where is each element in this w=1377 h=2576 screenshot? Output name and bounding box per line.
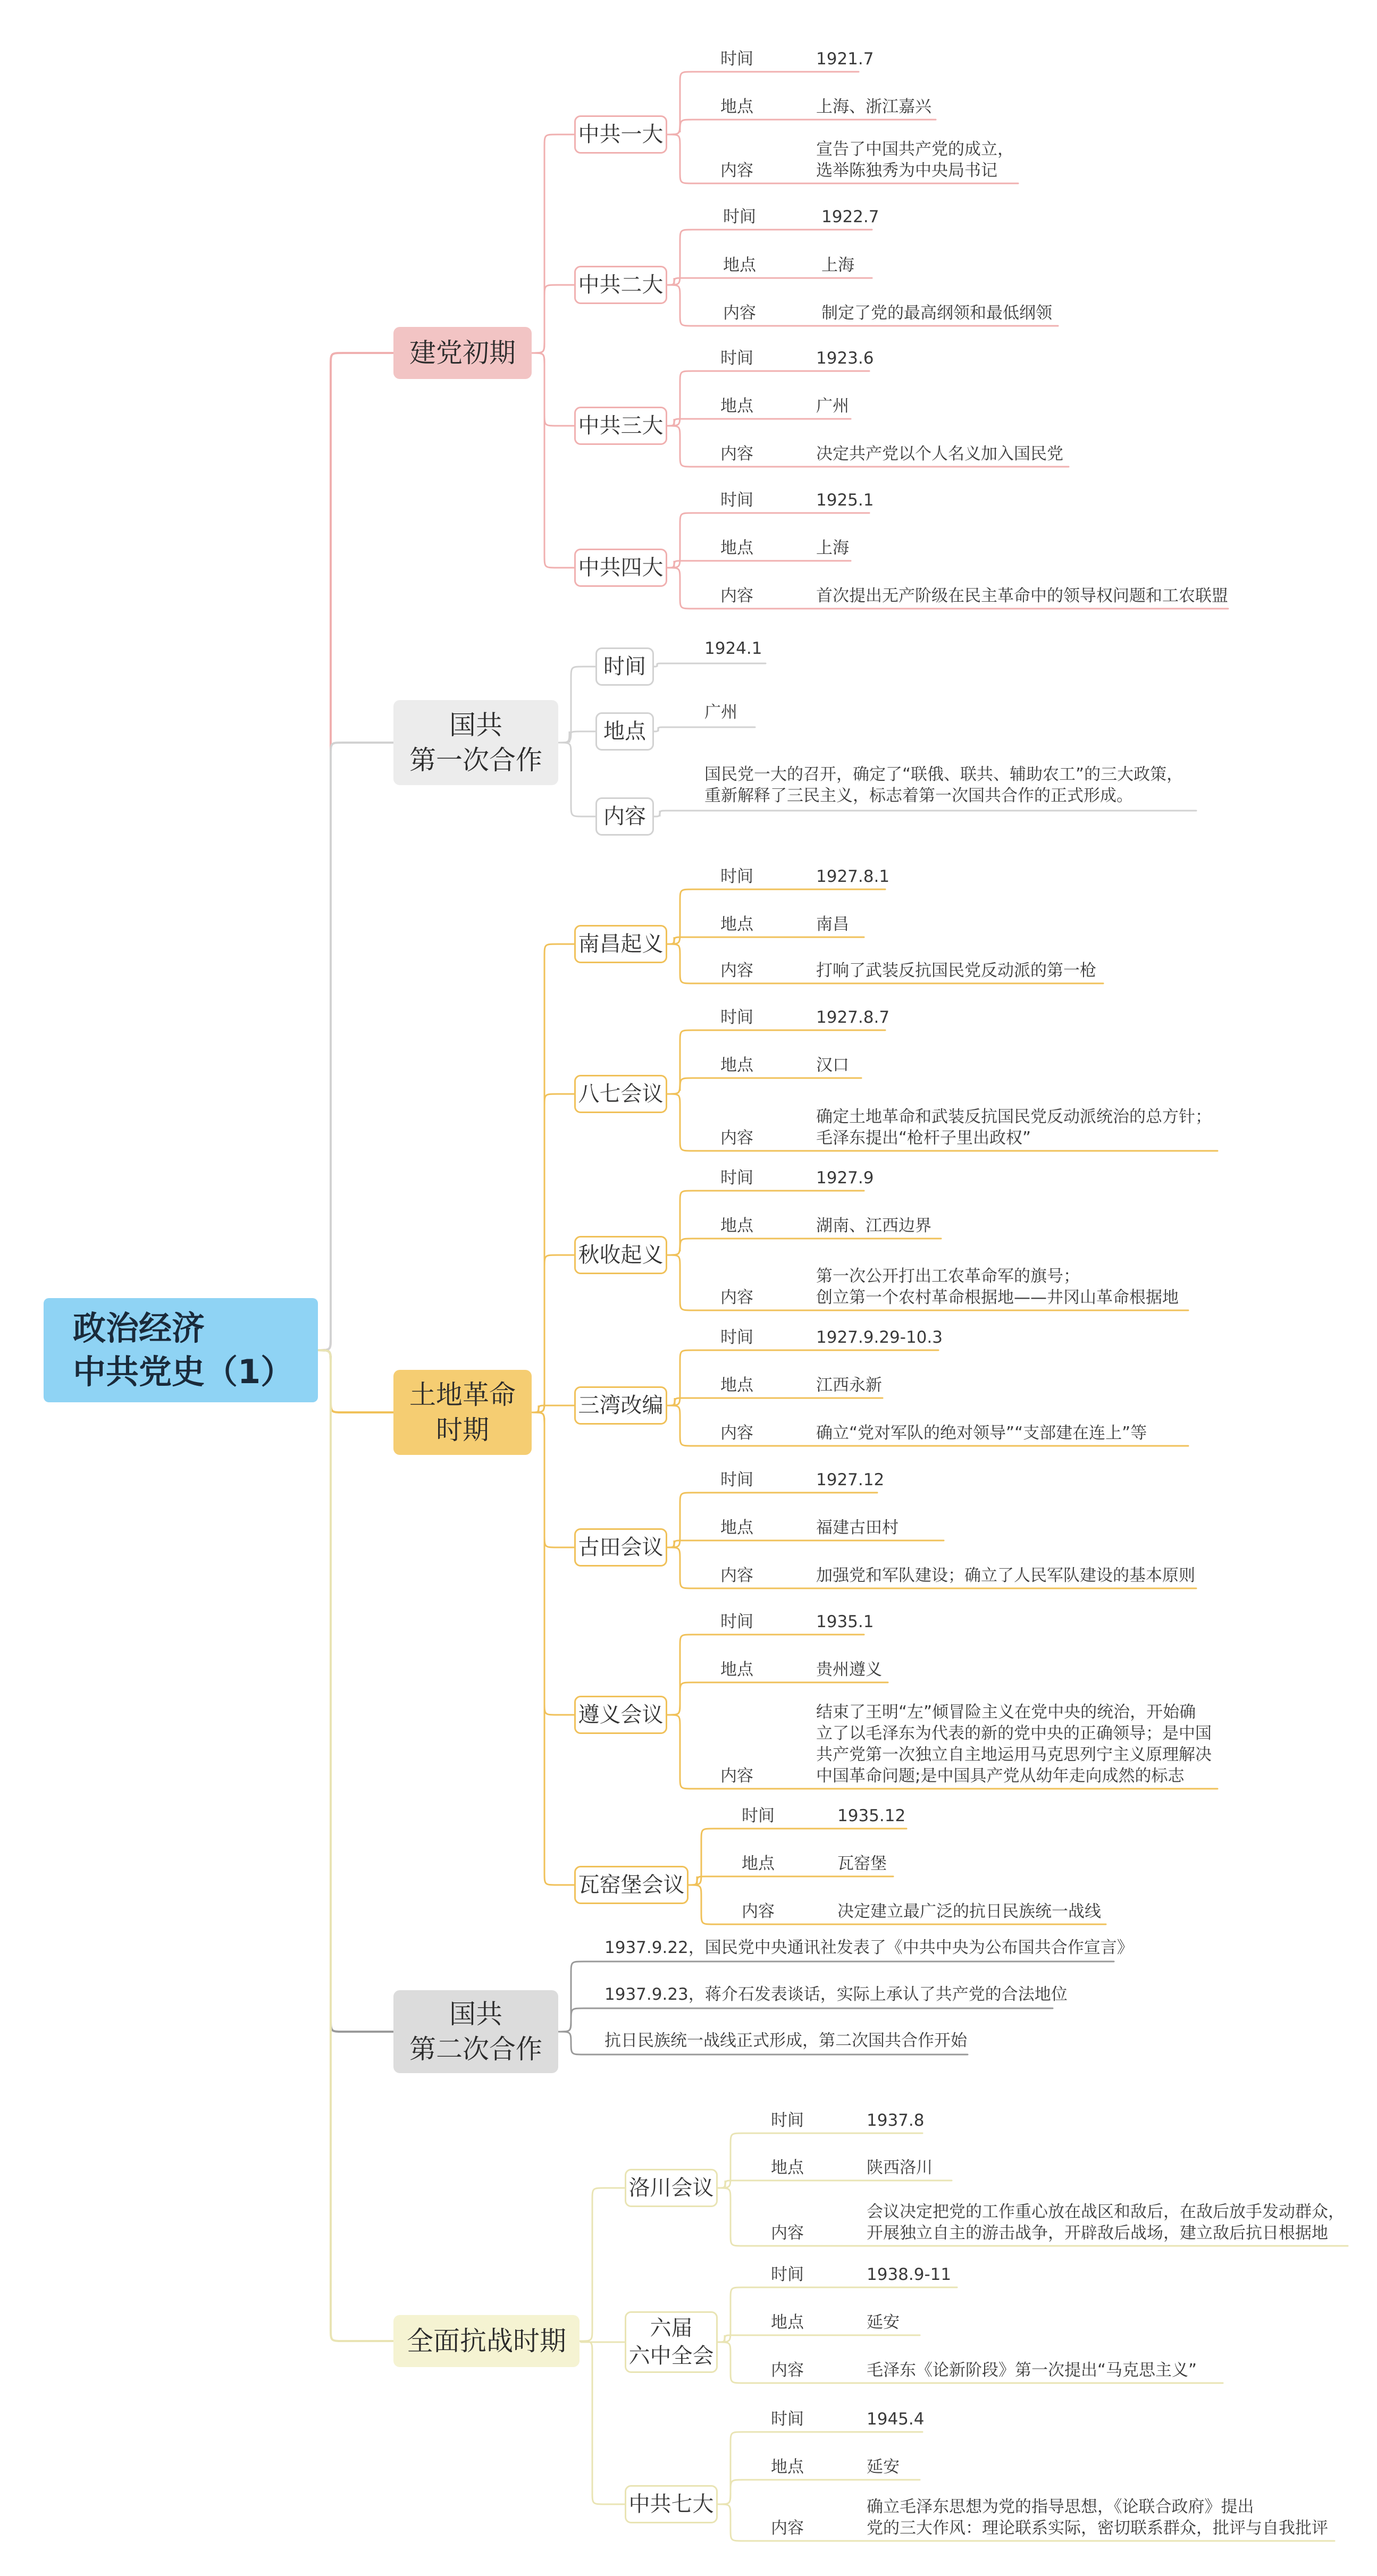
field-value: 延安: [867, 2313, 900, 2332]
event-node: 南昌起义: [574, 925, 667, 963]
field-label: 地点: [720, 397, 753, 416]
field-label: 地点: [720, 1660, 753, 1679]
field-label: 地点: [771, 2313, 804, 2332]
field-value: 加强党和军队建设；确立了人民军队建设的基本原则: [816, 1566, 1195, 1585]
field-label: 内容: [720, 1766, 753, 1786]
section-to-item-connector: [580, 2341, 625, 2504]
item-to-field-connector: [667, 419, 710, 426]
field-label: 地点: [723, 256, 756, 275]
field-label: 地点: [720, 1518, 753, 1537]
item-to-field-connector: [667, 426, 710, 467]
item-to-field-connector: [718, 2335, 760, 2342]
field-label: 时间: [720, 49, 753, 69]
event-node: 遵义会议: [574, 1696, 667, 1734]
event-node: 中共二大: [574, 266, 667, 304]
field-value: 会议决定把党的工作重心放在战区和敌后，在敌后放手发动群众， 开展独立自主的游击战争，开辟敌后战场，建立敌后抗日根据地: [867, 2202, 1345, 2243]
field-label: 内容: [723, 304, 756, 323]
field-label: 内容: [771, 2224, 804, 2243]
field-label: 地点: [720, 1376, 753, 1395]
field-value: 贵州遵义: [816, 1660, 882, 1679]
field-label: 时间: [771, 2410, 804, 2429]
section-to-item-connector: [532, 1405, 574, 1412]
item-to-field-connector: [718, 2480, 760, 2504]
field-label: 内容: [720, 161, 753, 180]
field-value: 制定了党的最高纲领和最低纲领: [821, 304, 1052, 323]
item-to-field-connector: [667, 1398, 710, 1405]
field-label: 内容: [720, 1129, 753, 1148]
event-node: 中共三大: [574, 407, 667, 445]
field-label: 时间: [720, 491, 753, 510]
field-value: 1927.12: [816, 1470, 885, 1489]
item-to-field-connector: [667, 1350, 710, 1405]
section-node: 国共 第二次合作: [393, 1990, 558, 2073]
field-value: 国民党一大的召开，确定了“联俄、联共、辅助农工”的三大政策， 重新解释了三民主义，标志着第一次国共合作的正式形成。: [704, 765, 1183, 805]
item-to-field-connector: [718, 2287, 760, 2342]
field-label: 时间: [720, 349, 753, 368]
field-to-value-connector: [654, 811, 694, 816]
field-label: 内容: [720, 586, 753, 605]
field-label: 时间: [723, 207, 756, 226]
field-label: 时间: [771, 2265, 804, 2284]
item-to-field-connector: [667, 561, 710, 568]
section-to-item-connector: [532, 1412, 574, 1715]
field-value: 上海、浙江嘉兴: [816, 97, 931, 116]
field-value: 1922.7: [821, 207, 879, 226]
item-to-field-connector: [667, 513, 710, 568]
section-to-item-connector: [532, 1094, 574, 1412]
field-label: 地点: [720, 97, 753, 116]
field-value: 陕西洛川: [867, 2158, 933, 2177]
item-to-field-connector: [718, 2504, 760, 2541]
section-to-note-connector: [558, 2032, 595, 2055]
field-value: 决定建立最广泛的抗日民族统一战线: [837, 1902, 1101, 1921]
field-label: 地点: [771, 2457, 804, 2477]
field-label: 内容: [771, 2361, 804, 2380]
item-to-field-connector: [667, 1078, 710, 1094]
section-to-note-connector: [558, 2008, 595, 2032]
item-to-field-connector: [667, 278, 712, 285]
field-label: 时间: [720, 1008, 753, 1027]
item-to-field-connector: [667, 1094, 710, 1151]
field-label: 时间: [720, 867, 753, 886]
field-value: 毛泽东《论新阶段》第一次提出“马克思主义”: [867, 2361, 1197, 2380]
field-value: 1927.9.29-10.3: [816, 1328, 943, 1347]
field-value: 福建古田村: [816, 1518, 899, 1537]
root-to-section-connector: [318, 1350, 393, 2032]
field-value: 瓦窑堡: [837, 1854, 887, 1873]
section-to-item-connector: [580, 2188, 625, 2341]
item-to-field-connector: [667, 230, 712, 285]
field-value: 1921.7: [816, 49, 874, 69]
item-to-field-connector: [667, 568, 710, 609]
event-node: 中共七大: [625, 2485, 718, 2523]
section-to-note-connector: [558, 1962, 595, 2032]
field-value: 确立“党对军队的绝对领导”“支部建在连上”等: [816, 1424, 1147, 1443]
field-value: 广州: [816, 397, 849, 416]
section-to-item-connector: [532, 285, 574, 353]
root-to-section-connector: [318, 1350, 393, 2341]
field-value: 1938.9-11: [867, 2265, 952, 2284]
event-node: 秋收起义: [574, 1236, 667, 1274]
event-node: 六届 六中全会: [625, 2311, 718, 2373]
field-value: 上海: [821, 256, 854, 275]
item-to-field-connector: [667, 371, 710, 426]
field-label: 内容: [720, 444, 753, 464]
item-to-field-connector: [667, 1030, 710, 1094]
field-node: 内容: [595, 797, 654, 836]
field-value: 打响了武装反抗国民党反动派的第一枪: [816, 961, 1096, 980]
item-to-field-connector: [718, 2432, 760, 2504]
field-value: 1935.12: [837, 1806, 906, 1825]
field-to-value-connector: [654, 663, 694, 667]
field-label: 时间: [742, 1806, 775, 1825]
section-node: 国共 第一次合作: [393, 700, 558, 785]
root-to-section-connector: [318, 353, 393, 1350]
note-text: 1937.9.23，蒋介石发表谈话，实际上承认了共产党的合法地位: [604, 1985, 1068, 2004]
item-to-field-connector: [667, 1493, 710, 1547]
root-to-section-connector: [318, 1350, 393, 1412]
field-label: 内容: [771, 2519, 804, 2538]
item-to-field-connector: [667, 1547, 710, 1588]
event-node: 中共四大: [574, 549, 667, 587]
section-to-field-connector: [558, 731, 595, 743]
field-node: 地点: [595, 712, 654, 751]
item-to-field-connector: [667, 134, 710, 183]
section-to-item-connector: [532, 134, 574, 353]
field-label: 时间: [720, 1470, 753, 1489]
section-to-item-connector: [532, 1255, 574, 1412]
note-text: 抗日民族统一战线正式形成，第二次国共合作开始: [604, 2031, 967, 2050]
item-to-field-connector: [667, 285, 712, 326]
event-node: 古田会议: [574, 1528, 667, 1567]
event-node: 中共一大: [574, 115, 667, 154]
item-to-field-connector: [667, 120, 710, 134]
field-label: 地点: [720, 1216, 753, 1235]
item-to-field-connector: [667, 1191, 710, 1255]
field-label: 地点: [771, 2158, 804, 2177]
field-value: 江西永新: [816, 1376, 882, 1395]
item-to-field-connector: [718, 2181, 760, 2188]
section-node: 建党初期: [393, 327, 532, 379]
field-label: 时间: [771, 2111, 804, 2130]
field-value: 湖南、江西边界: [816, 1216, 931, 1235]
item-to-field-connector: [667, 1540, 710, 1547]
section-node: 土地革命 时期: [393, 1370, 532, 1455]
item-to-field-connector: [667, 1405, 710, 1446]
field-value: 汉口: [816, 1056, 849, 1075]
field-value: 1923.6: [816, 349, 874, 368]
field-value: 首次提出无产阶级在民主革命中的领导权问题和工农联盟: [816, 586, 1228, 605]
field-label: 地点: [720, 1056, 753, 1075]
item-to-field-connector: [718, 2342, 760, 2383]
root-to-section-connector: [318, 743, 393, 1350]
field-label: 地点: [742, 1854, 775, 1873]
item-to-field-connector: [718, 2188, 760, 2246]
item-to-field-connector: [667, 1635, 710, 1715]
field-value: 上海: [816, 538, 849, 558]
field-value: 宣告了中国共产党的成立， 选举陈独秀为中央局书记: [816, 140, 1014, 180]
field-value: 1924.1: [704, 639, 762, 658]
field-label: 内容: [720, 1566, 753, 1585]
field-label: 地点: [720, 915, 753, 934]
field-value: 第一次公开打出工农革命军的旗号； 创立第一个农村革命根据地——井冈山革命根据地: [816, 1267, 1179, 1307]
item-to-field-connector: [667, 1255, 710, 1310]
field-label: 内容: [720, 1288, 753, 1307]
item-to-field-connector: [667, 1239, 710, 1255]
field-value: 南昌: [816, 915, 849, 934]
field-value: 确定土地革命和武装反抗国民党反动派统治的总方针； 毛泽东提出“枪杆子里出政权”: [816, 1107, 1212, 1148]
item-to-field-connector: [667, 72, 710, 134]
field-value: 1927.8.7: [816, 1008, 890, 1027]
item-to-field-connector: [667, 889, 710, 944]
section-to-item-connector: [532, 1412, 574, 1547]
item-to-field-connector: [667, 944, 710, 983]
section-node: 全面抗战时期: [393, 2315, 580, 2367]
item-to-field-connector: [667, 1682, 710, 1715]
field-value: 1925.1: [816, 491, 874, 510]
event-node: 三湾改编: [574, 1386, 667, 1425]
field-to-value-connector: [654, 727, 694, 731]
field-label: 内容: [742, 1902, 775, 1921]
field-value: 1937.8: [867, 2111, 925, 2130]
section-to-item-connector: [532, 353, 574, 568]
section-to-item-connector: [532, 944, 574, 1412]
field-value: 1927.8.1: [816, 867, 890, 886]
field-value: 1945.4: [867, 2410, 925, 2429]
note-text: 1937.9.22，国民党中央通讯社发表了《中共中央为公布国共合作宣言》: [604, 1938, 1133, 1957]
item-to-field-connector: [667, 937, 710, 944]
field-value: 延安: [867, 2457, 900, 2477]
event-node: 洛川会议: [625, 2169, 718, 2207]
field-value: 1935.1: [816, 1612, 874, 1631]
section-to-item-connector: [532, 1412, 574, 1885]
item-to-field-connector: [688, 1885, 731, 1924]
section-to-item-connector: [532, 353, 574, 426]
event-node: 瓦窑堡会议: [574, 1866, 688, 1904]
field-value: 1927.9: [816, 1168, 874, 1188]
field-label: 时间: [720, 1612, 753, 1631]
field-node: 时间: [595, 647, 654, 686]
field-value: 结束了王明“左”倾冒险主义在党中央的统治，开始确 立了以毛泽东为代表的新的党中央的正确领导；是中国 共产党第一次独立自主地运用马克思列宁主义原理解决 中国革命问题;是中国具产党从幼年走向成然的标志: [816, 1703, 1212, 1786]
field-label: 内容: [720, 1424, 753, 1443]
section-to-field-connector: [558, 743, 595, 816]
field-label: 时间: [720, 1168, 753, 1188]
field-label: 时间: [720, 1328, 753, 1347]
root-node: 政治经济 中共党史（1）: [44, 1298, 318, 1402]
field-label: 内容: [720, 961, 753, 980]
field-value: 确立毛泽东思想为党的指导思想，《论联合政府》提出 党的三大作风：理论联系实际，密切联系群众，批评与自我批评: [867, 2497, 1328, 2538]
field-value: 决定共产党以个人名义加入国民党: [816, 444, 1063, 464]
field-label: 地点: [720, 538, 753, 558]
item-to-field-connector: [667, 1715, 710, 1789]
item-to-field-connector: [688, 1876, 731, 1885]
field-value: 广州: [704, 703, 737, 722]
event-node: 八七会议: [574, 1075, 667, 1113]
